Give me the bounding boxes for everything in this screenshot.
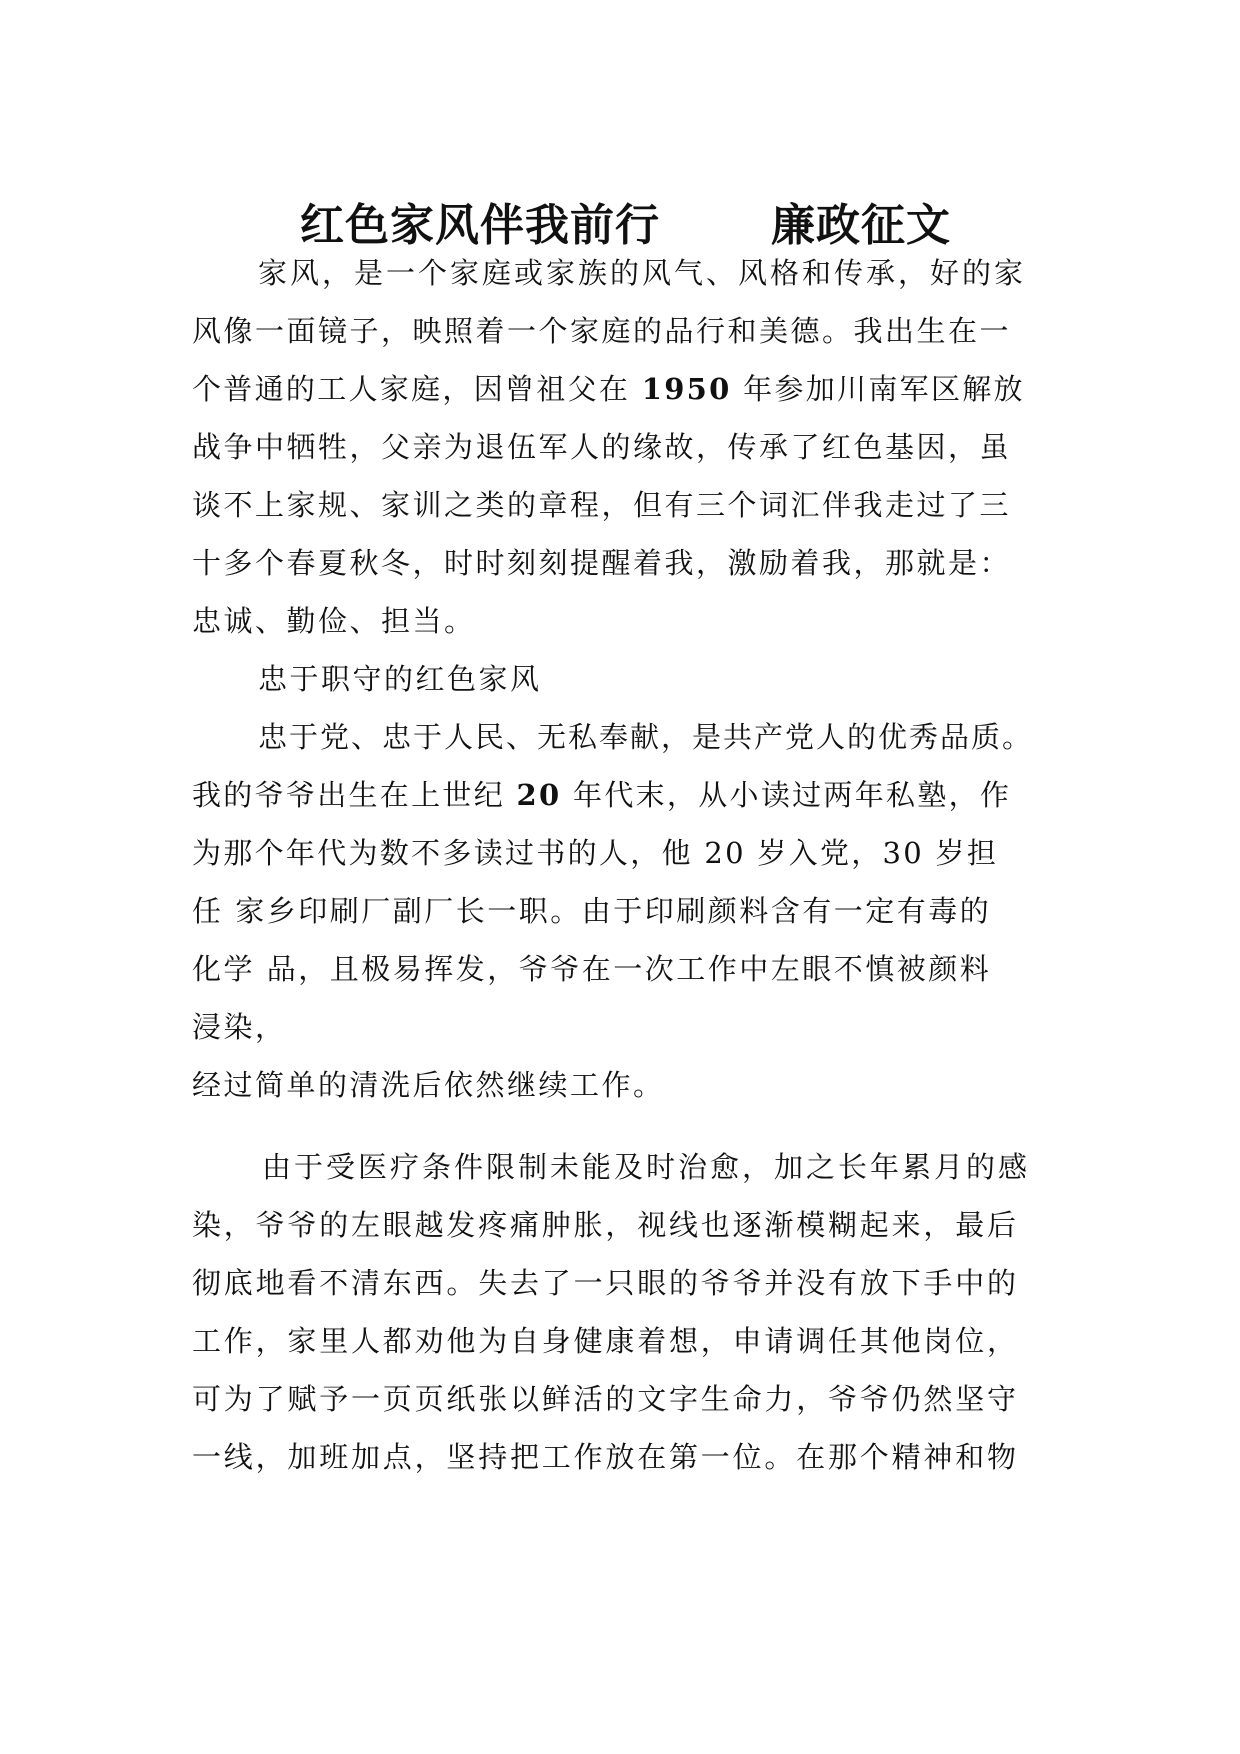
text-segment: 个普通的工人家庭，因曾祖父在: [192, 372, 642, 406]
text-line: 战争中牺牲，父亲为退伍军人的缘故，传承了红色基因，虽: [192, 430, 1012, 464]
text-line: 化学 品，且极易挥发，爷爷在一次工作中左眼不慎被颜料: [192, 952, 992, 986]
text-line: 风像一面镜子，映照着一个家庭的品行和美德。我出生在一: [192, 314, 1012, 348]
text-line: 十多个春夏秋冬，时时刻刻提醒着我，激励着我，那就是：: [192, 546, 1012, 580]
text-line: [192, 775, 1011, 815]
text-line: 忠诚、勤俭、担当。: [192, 604, 476, 638]
text-line: [192, 369, 1025, 409]
text-line: 忠于党、忠于人民、无私奉献，是共产党人的优秀品质。: [258, 720, 1034, 754]
text-line: 一线，加班加点，坚持把工作放在第一位。在那个精神和物: [192, 1440, 1019, 1474]
text-line: 染，爷爷的左眼越发疼痛肿胀，视线也逐渐模糊起来，最后: [192, 1208, 1019, 1242]
text-segment: 年参加川南军区解放: [731, 372, 1025, 406]
text-line: 彻底地看不清东西。失去了一只眼的爷爷并没有放下手中的: [192, 1266, 1019, 1300]
text-line: 经过简单的清洗后依然继续工作。: [192, 1068, 665, 1102]
text-line: 任 家乡印刷厂副厂长一职。由于印刷颜料含有一定有毒的: [192, 894, 992, 928]
year-1950: 1950: [641, 372, 732, 406]
text-line: 浸染，: [192, 1010, 287, 1044]
document-title: [0, 196, 1240, 256]
text-line: 为那个年代为数不多读过书的人，他 20 岁入党，30 岁担: [192, 836, 999, 870]
text-line: 可为了赋予一页页纸张以鲜活的文字生命力，爷爷仍然坚守: [192, 1382, 1019, 1416]
text-line: 工作，家里人都劝他为自身健康着想，申请调任其他岗位，: [192, 1324, 1019, 1358]
text-segment: 我的爷爷出生在上世纪: [192, 778, 517, 812]
text-line: 由于受医疗条件限制未能及时治愈，加之长年累月的感: [262, 1150, 1031, 1184]
text-line: 家风，是一个家庭或家族的风气、风格和传承，好的家: [258, 256, 1027, 290]
title-main: 红色家风伴我前行: [300, 200, 660, 251]
section-heading: 忠于职守的红色家风: [258, 662, 542, 696]
decade-20: 20: [516, 778, 562, 812]
text-segment: 年代末，从小读过两年私塾，作: [561, 778, 1012, 812]
title-sub: 廉政征文: [771, 200, 951, 251]
text-line: 谈不上家规、家训之类的章程，但有三个词汇伴我走过了三: [192, 488, 1012, 522]
